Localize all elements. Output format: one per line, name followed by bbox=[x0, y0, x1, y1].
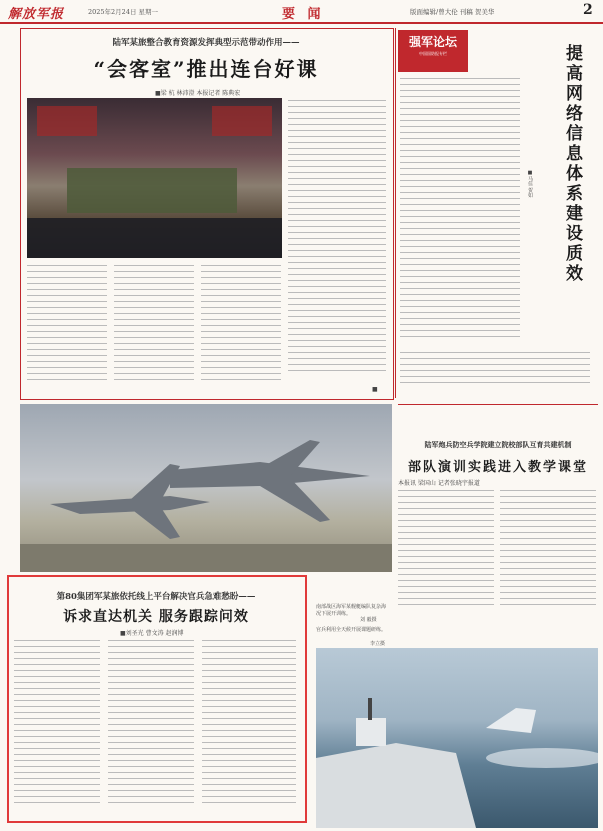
column-badge bbox=[398, 30, 468, 72]
sidebar-headline[interactable]: 提高网络信息体系建设质效 bbox=[562, 44, 582, 284]
top-story-headline[interactable]: “会客室”推出连台好课 bbox=[93, 57, 319, 81]
column-subtitle: 中国国防报专栏 bbox=[419, 51, 447, 56]
sidebar-author: ■马佳 贺如 bbox=[527, 170, 533, 198]
aircraft-photo bbox=[20, 404, 392, 572]
highlight-story-body-col-1 bbox=[14, 640, 100, 812]
highlight-story-byline: ■刘圣光 曹文涛 赵润博 bbox=[120, 630, 184, 637]
top-story-kicker: 陆军某旅整合教育资源发挥典型示范带动作用—— bbox=[112, 38, 300, 48]
middle-caption-left: 南部战区海军某舰艇编队复杂海况下展开训练。 bbox=[316, 604, 387, 617]
middle-story-byline: 本报讯 梁国山 记者张晓宇报道 bbox=[398, 480, 480, 487]
highlight-story-body-col-3 bbox=[202, 640, 296, 812]
top-story-byline: ■梁 杭 林沛澄 本报记者 陈典宏 bbox=[155, 90, 241, 97]
top-story-body-col-2 bbox=[114, 265, 194, 390]
middle-caption-right-credit: 李立摄 bbox=[370, 641, 386, 647]
middle-story-kicker: 陆军炮兵防空兵学院建立院校部队互育共建机制 bbox=[424, 440, 572, 449]
middle-story-headline[interactable]: 部队演训实践进入教学课堂 bbox=[407, 460, 588, 475]
sidebar-body-col-1 bbox=[400, 78, 520, 348]
column-title: 强军论坛 bbox=[408, 35, 457, 49]
highlight-story-kicker: 第80集团军某旅依托线上平台解决官兵急难愁盼—— bbox=[56, 592, 256, 602]
newspaper-logo: 解放军报 bbox=[8, 7, 65, 22]
top-story-body-col-4 bbox=[288, 100, 386, 390]
warship-deck-illustration bbox=[316, 648, 598, 828]
page-number: 2 bbox=[583, 2, 593, 18]
middle-caption-left-credit: 刘 毅摄 bbox=[360, 617, 377, 623]
middle-story-body-col-2 bbox=[500, 490, 596, 615]
sidebar-divider bbox=[395, 28, 396, 398]
middle-story-rule bbox=[398, 404, 598, 405]
top-story-body-col-3 bbox=[201, 265, 281, 390]
highlight-story-headline[interactable]: 诉求直达机关 服务跟踪问效 bbox=[63, 609, 249, 625]
section-title: 要 闻 bbox=[282, 7, 325, 22]
top-story-end-mark: ■ bbox=[372, 386, 378, 393]
middle-caption-right: 官兵利用全天候开展课题研练。 bbox=[316, 627, 387, 633]
editors-line: 版面编辑/曾大伦 刊稿 贺美华 bbox=[410, 8, 495, 16]
fighter-jets-illustration bbox=[20, 404, 392, 572]
issue-date: 2025年2月24日 星期一 bbox=[88, 8, 159, 16]
highlight-story-body-col-2 bbox=[108, 640, 194, 812]
middle-story-body-col-1 bbox=[398, 490, 494, 615]
sidebar-body-col-2 bbox=[400, 352, 590, 392]
top-story-body-col-1 bbox=[27, 265, 107, 390]
top-story-photo bbox=[27, 98, 282, 258]
warship-photo bbox=[316, 648, 598, 828]
